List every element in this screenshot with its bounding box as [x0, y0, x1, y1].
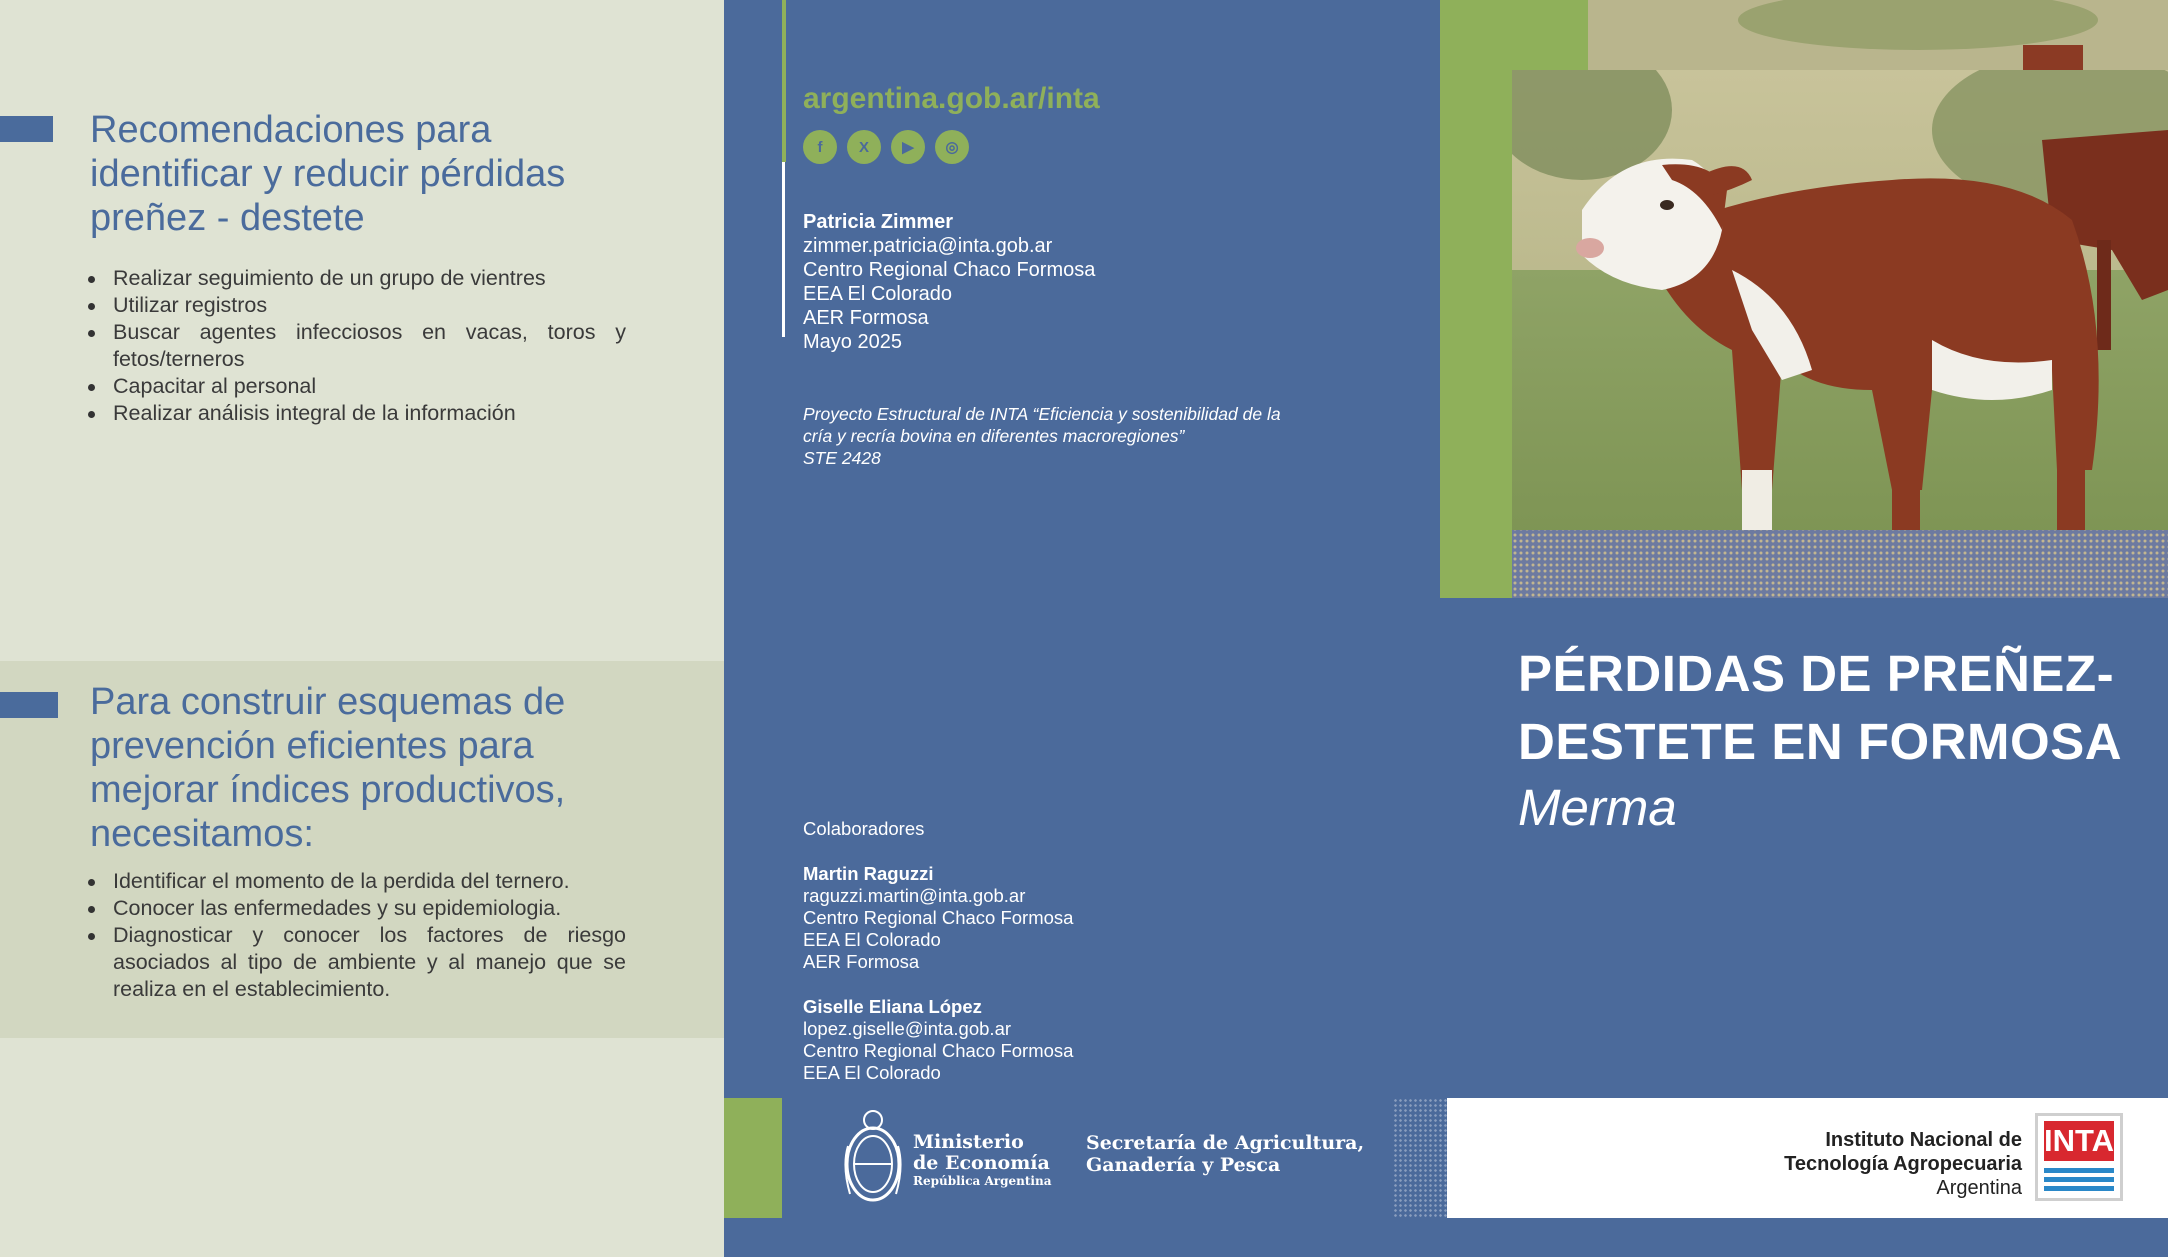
list-item: Utilizar registros [88, 292, 626, 319]
cow-photo [1512, 70, 2168, 598]
collaborator-name: Giselle Eliana López [803, 996, 982, 1017]
dot-pattern [1393, 1098, 1447, 1218]
secretaria-logo-text [1086, 1132, 1364, 1176]
section1-title-line: identificar y reducir pérdidas [90, 153, 566, 195]
secretaria-line: Ganadería y Pesca [1086, 1154, 1281, 1176]
collaborator-line: EEA El Colorado [803, 1062, 941, 1083]
collaborator-contact [803, 863, 1073, 973]
section2-title [90, 680, 565, 856]
footer-green-block [724, 1098, 782, 1218]
argentina-seal-icon [840, 1106, 906, 1215]
instagram-icon[interactable]: ◎ [935, 130, 969, 164]
author-contact [803, 210, 1095, 354]
logo-stripe [2044, 1186, 2114, 1191]
section1-title-line: Recomendaciones para [90, 109, 492, 151]
section1-list [88, 265, 626, 427]
collaborators-heading: Colaboradores [803, 818, 925, 839]
title-line: PÉRDIDAS DE PREÑEZ- [1518, 645, 2115, 702]
green-divider-line [782, 0, 786, 162]
list-item: Capacitar al personal [88, 373, 626, 400]
green-frame-top [1440, 0, 1588, 70]
list-item: Realizar seguimiento de un grupo de vientres [88, 265, 626, 292]
project-code: STE 2428 [803, 448, 881, 468]
project-note [803, 403, 1343, 469]
section2-title-line: necesitamos: [90, 813, 314, 855]
social-links [803, 130, 969, 164]
white-divider-line [782, 162, 785, 337]
collaborator-name: Martin Raguzzi [803, 863, 934, 884]
ministerio-line: Ministerio [913, 1131, 1024, 1153]
section2-title-line: mejorar índices productivos, [90, 769, 566, 811]
logo-stripe [2044, 1168, 2114, 1173]
brochure-subtitle: Merma [1518, 779, 1677, 836]
collaborator-email[interactable]: raguzzi.martin@inta.gob.ar [803, 885, 1026, 906]
collaborator-contact [803, 996, 1073, 1084]
secretaria-line: Secretaría de Agricultura, [1086, 1132, 1365, 1154]
section1-title [90, 108, 565, 240]
youtube-icon[interactable]: ▶ [891, 130, 925, 164]
green-frame-block [1440, 0, 1512, 598]
inta-logo-icon [2035, 1113, 2123, 1201]
ministerio-country: República Argentina [913, 1174, 1052, 1188]
author-name: Patricia Zimmer [803, 211, 954, 233]
title-line: DESTETE EN FORMOSA [1518, 713, 2123, 770]
list-item: Conocer las enfermedades y su epidemiologia. [88, 895, 626, 922]
section2-title-line: Para construir esquemas de [90, 681, 566, 723]
author-email[interactable]: zimmer.patricia@inta.gob.ar [803, 235, 1053, 257]
ministerio-line: de Economía [913, 1152, 1050, 1174]
collaborator-line: EEA El Colorado [803, 929, 941, 950]
section2-list [88, 868, 626, 1003]
section1-accent-bar [0, 116, 53, 142]
logo-stripe [2044, 1177, 2114, 1182]
author-line: AER Formosa [803, 307, 929, 329]
inta-name [1784, 1128, 2022, 1200]
cow-photo-top [1588, 0, 2168, 70]
list-item: Realizar análisis integral de la información [88, 400, 626, 427]
author-line: Centro Regional Chaco Formosa [803, 259, 1096, 281]
inta-logo-text: INTA [2044, 1121, 2114, 1161]
collaborator-line: AER Formosa [803, 951, 920, 972]
collaborator-line: Centro Regional Chaco Formosa [803, 1040, 1074, 1061]
facebook-icon[interactable]: f [803, 130, 837, 164]
inta-name-line: Instituto Nacional de [1825, 1129, 2022, 1151]
brochure-title [1518, 640, 2122, 776]
author-date: Mayo 2025 [803, 331, 902, 353]
list-item: Diagnosticar y conocer los factores de riesgo asociados al tipo de ambiente y al manejo que se realiza en el establecimiento. [88, 922, 626, 1003]
collaborator-email[interactable]: lopez.giselle@inta.gob.ar [803, 1018, 1012, 1039]
list-item: Buscar agentes infecciosos en vacas, toros y fetos/terneros [88, 319, 626, 373]
website-link[interactable]: argentina.gob.ar/inta [803, 82, 1100, 115]
project-line: Proyecto Estructural de INTA “Eficiencia y sostenibilidad de la [803, 404, 1281, 424]
section1-title-line: preñez - destete [90, 197, 365, 239]
inta-country: Argentina [1936, 1177, 2022, 1199]
project-line: cría y recría bovina en diferentes macroregiones” [803, 426, 1185, 446]
collaborator-line: Centro Regional Chaco Formosa [803, 907, 1074, 928]
ministerio-logo-text [913, 1132, 1051, 1189]
section2-title-line: prevención eficientes para [90, 725, 534, 767]
inta-footer-box [1447, 1098, 2168, 1218]
inta-name-line: Tecnología Agropecuaria [1784, 1153, 2022, 1175]
x-icon[interactable]: X [847, 130, 881, 164]
list-item: Identificar el momento de la perdida del ternero. [88, 868, 626, 895]
section2-accent-bar [0, 692, 58, 718]
author-line: EEA El Colorado [803, 283, 952, 305]
